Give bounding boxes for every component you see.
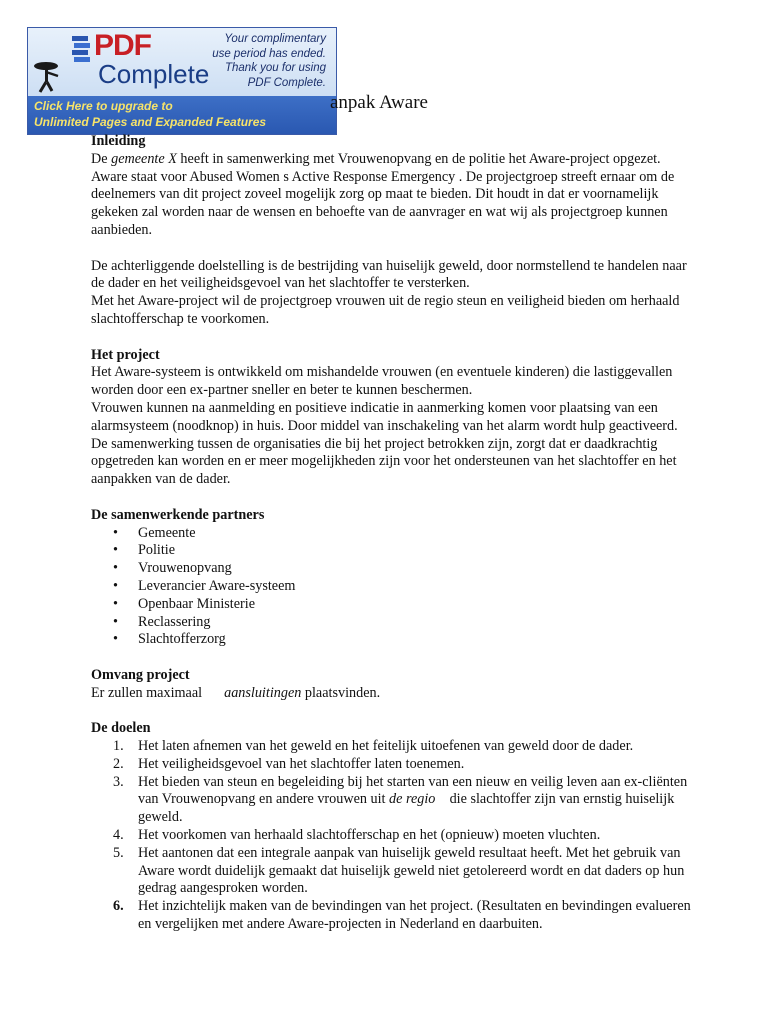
trial-notice-line: PDF Complete.	[247, 76, 326, 89]
partners-list	[91, 525, 691, 650]
text: De	[91, 150, 112, 167]
upgrade-link-line: Unlimited Pages and Expanded Features	[34, 115, 267, 129]
list-item-text: Reclassering	[138, 613, 211, 630]
list-item	[91, 898, 691, 934]
section-heading-inleiding: Inleiding	[91, 133, 146, 149]
list-item-text: Openbaar Ministerie	[138, 595, 256, 612]
list-item-text: Het voorkomen van herhaald slachtofferschap en het (opnieuw) moeten vluchten.	[138, 827, 601, 844]
section-heading-project: Het project	[91, 346, 160, 363]
list-item	[91, 525, 691, 543]
list-number: 2.	[113, 755, 124, 772]
text: plaatsvinden.	[301, 684, 381, 701]
list-item	[91, 578, 691, 596]
trial-notice	[186, 32, 326, 90]
text: Er zullen maximaal	[91, 684, 203, 701]
upgrade-link-line: Click Here to upgrade to	[34, 99, 173, 113]
paragraph: Vrouwen kunnen na aanmelding en positieve indicatie in aanmerking komen voor plaatsing van een alarmsysteem (noodknop) in huis. Door middel van inschakeling van het alarm wordt hulp geactiveerd. De samenwerking tussen de organisaties die bij het project betrokken zijn, zorgt dat er daadkrachtig opgetreden kan worden en er meer mogelijkheden zijn voor het ondersteunen van het slachtoffer en het aanpakken van de dader.	[91, 399, 678, 488]
paragraph: Het Aware-systeem is ontwikkeld om mishandelde vrouwen (en eventuele kinderen) die lastiggevallen worden door een ex-partner sneller en beter te kunnen beschermen.	[91, 364, 673, 399]
pdf-logo-text: PDF	[94, 29, 151, 62]
text: heeft in samenwerking met Vrouwenopvang en de politie het Aware-project opgezet. Aware staat voor Abused Women s Active Response Emergency . De projectgroep streeft ernaar om de deelnemers van dit project zoveel mogelijk zorg op maat te bieden. Dit houdt in dat er voornamelijk gekeken zal worden naar de wensen en behoefte van de aanvrager en wat wij als projectgroep kunnen aanbieden.	[91, 150, 675, 238]
emphasis-text: aansluitingen	[224, 684, 302, 701]
list-item	[91, 542, 691, 560]
list-item	[91, 827, 691, 845]
list-item-text: Het laten afnemen van het geweld en het feitelijk uitoefenen van geweld door de dader.	[138, 738, 634, 755]
list-item-text: die slachtoffer zijn van ernstig huiselijk geweld.	[138, 791, 678, 826]
emphasis-text: gemeente X	[111, 150, 177, 167]
list-item	[91, 774, 691, 827]
list-item	[91, 845, 691, 898]
list-number: 3.	[113, 773, 124, 790]
upgrade-link[interactable]	[28, 96, 336, 135]
list-item	[91, 596, 691, 614]
list-number: 1.	[113, 738, 124, 755]
trial-notice-line: Your complimentary	[224, 33, 326, 45]
runner-figure-icon	[32, 58, 72, 94]
section-heading-partners: De samenwerkende partners	[91, 506, 265, 523]
list-item	[91, 560, 691, 578]
bullet: •	[113, 577, 118, 594]
bullet: •	[113, 524, 118, 541]
pdf-complete-banner[interactable]	[27, 27, 337, 135]
list-item-text: Vrouwenopvang	[138, 560, 232, 577]
list-item-text: Het bieden van steun en begeleiding bij het starten van een nieuw en veilig leven aan ex-cliënten van Vrouwenopvang en andere vrouwen uit	[138, 773, 688, 808]
goals-list	[91, 738, 691, 934]
bullet: •	[113, 595, 118, 612]
list-item	[91, 614, 691, 632]
document-body	[91, 133, 691, 934]
complete-logo-text: Complete	[98, 59, 210, 89]
paragraph	[91, 151, 691, 240]
paragraph	[91, 685, 691, 703]
section-heading-omvang: Omvang project	[91, 666, 190, 683]
trial-notice-line: Thank you for using	[224, 62, 326, 74]
emphasis-text: de regio	[389, 791, 436, 808]
list-number: 5.	[113, 844, 124, 861]
list-item	[91, 756, 691, 774]
list-item	[91, 631, 691, 649]
list-item-text: Het inzichtelijk maken van de bevindingen van het project. (Resultaten en bevindingen evalueren en vergelijken met andere Aware-projecten in Nederland en daarbuiten.	[138, 898, 691, 933]
list-item	[91, 738, 691, 756]
list-item-text: Gemeente	[138, 524, 196, 541]
list-number: 6.	[113, 898, 124, 915]
list-item-text: Slachtofferzorg	[138, 631, 226, 648]
paragraph: De achterliggende doelstelling is de bestrijding van huiselijk geweld, door normstellend te handelen naar de dader en het veiligheidsgevoel van het slachtoffer te versterken.	[91, 257, 687, 292]
list-number: 4.	[113, 827, 124, 844]
document-stack-icon	[70, 34, 92, 64]
list-item-text: Het veiligheidsgevoel van het slachtoffer laten toenemen.	[138, 755, 465, 772]
document-title: anpak Aware	[330, 92, 428, 113]
bullet: •	[113, 631, 118, 648]
bullet: •	[113, 613, 118, 630]
pdf-complete-logo	[28, 28, 208, 96]
bullet: •	[113, 560, 118, 577]
section-heading-doelen: De doelen	[91, 720, 151, 737]
trial-notice-line: use period has ended.	[212, 47, 326, 60]
bullet: •	[113, 542, 118, 559]
paragraph: Met het Aware-project wil de projectgroep vrouwen uit de regio steun en veiligheid bieden om herhaald slachtofferschap te voorkomen.	[91, 293, 680, 327]
list-item-text: Het aantonen dat een integrale aanpak van huiselijk geweld resultaat heeft. Met het gebruik van Aware wordt duidelijk gemaakt dat huiselijk geweld niet getolereerd wordt en dat daders op hun gedrag aangesproken worden.	[138, 844, 685, 897]
list-item-text: Politie	[138, 542, 176, 559]
list-item-text: Leverancier Aware-systeem	[138, 577, 296, 594]
